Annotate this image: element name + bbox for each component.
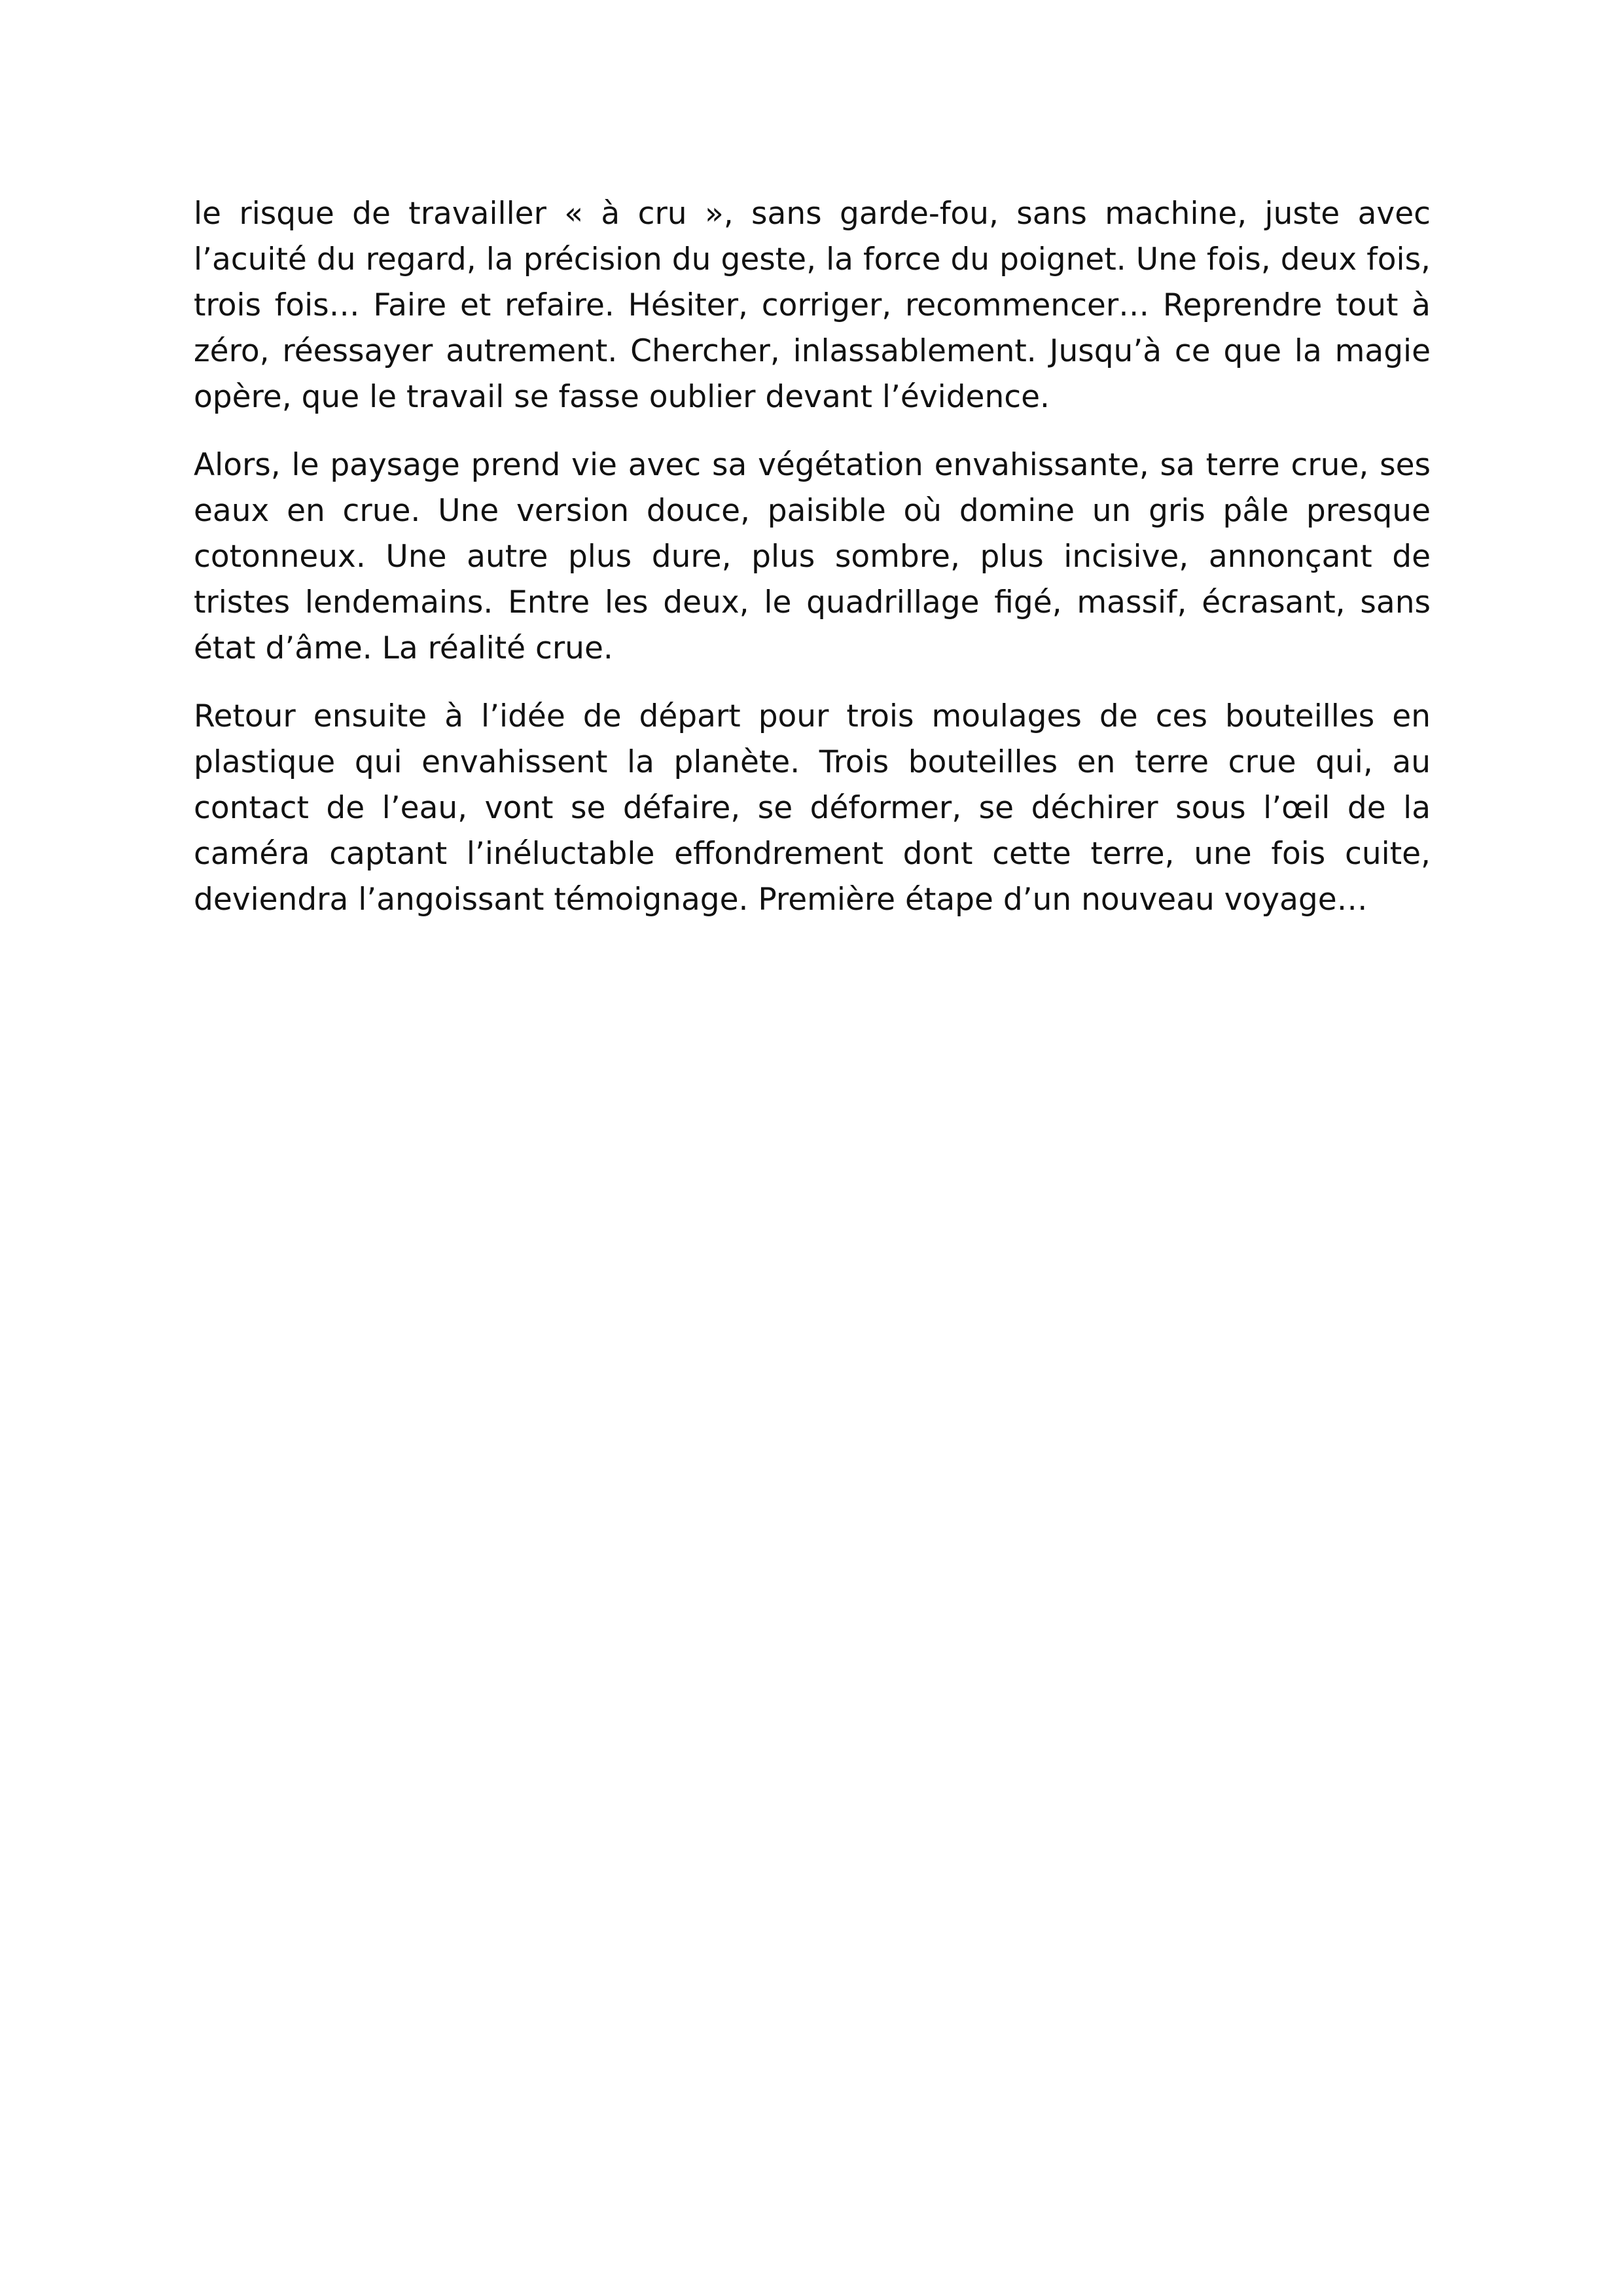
paragraph-2: Alors, le paysage prend vie avec sa végétation envahissante, sa terre crue, ses eaux en crue. Une version douce, paisible où domine un gris pâle presque cotonneux. Une autre plus dure, plus sombre, plus incisive, annonçant de tristes lendemains. Entre les deux, le quadrillage figé, massif, écrasant, sans état d’âme. La réalité crue. xyxy=(194,447,1431,666)
body-text xyxy=(194,191,1431,945)
paragraph-1: le risque de travailler « à cru », sans garde-fou, sans machine, juste avec l’acuité du regard, la précision du geste, la force du poignet. Une fois, deux fois, trois fois… Faire et refaire. Hésiter, corriger, recommencer… Reprendre tout à zéro, réessayer autrement. Chercher, inlassablement. Jusqu’à ce que la magie opère, que le travail se fasse oublier devant l’évidence. xyxy=(194,196,1431,415)
paragraph-3: Retour ensuite à l’idée de départ pour trois moulages de ces bouteilles en plastique qui envahissent la planète. Trois bouteilles en terre crue qui, au contact de l’eau, vont se défaire, se déformer, se déchirer sous l’œil de la caméra captant l’inéluctable effondrement dont cette terre, une fois cuite, deviendra l’angoissant témoignage. Première étape d’un nouveau voyage… xyxy=(194,698,1431,918)
